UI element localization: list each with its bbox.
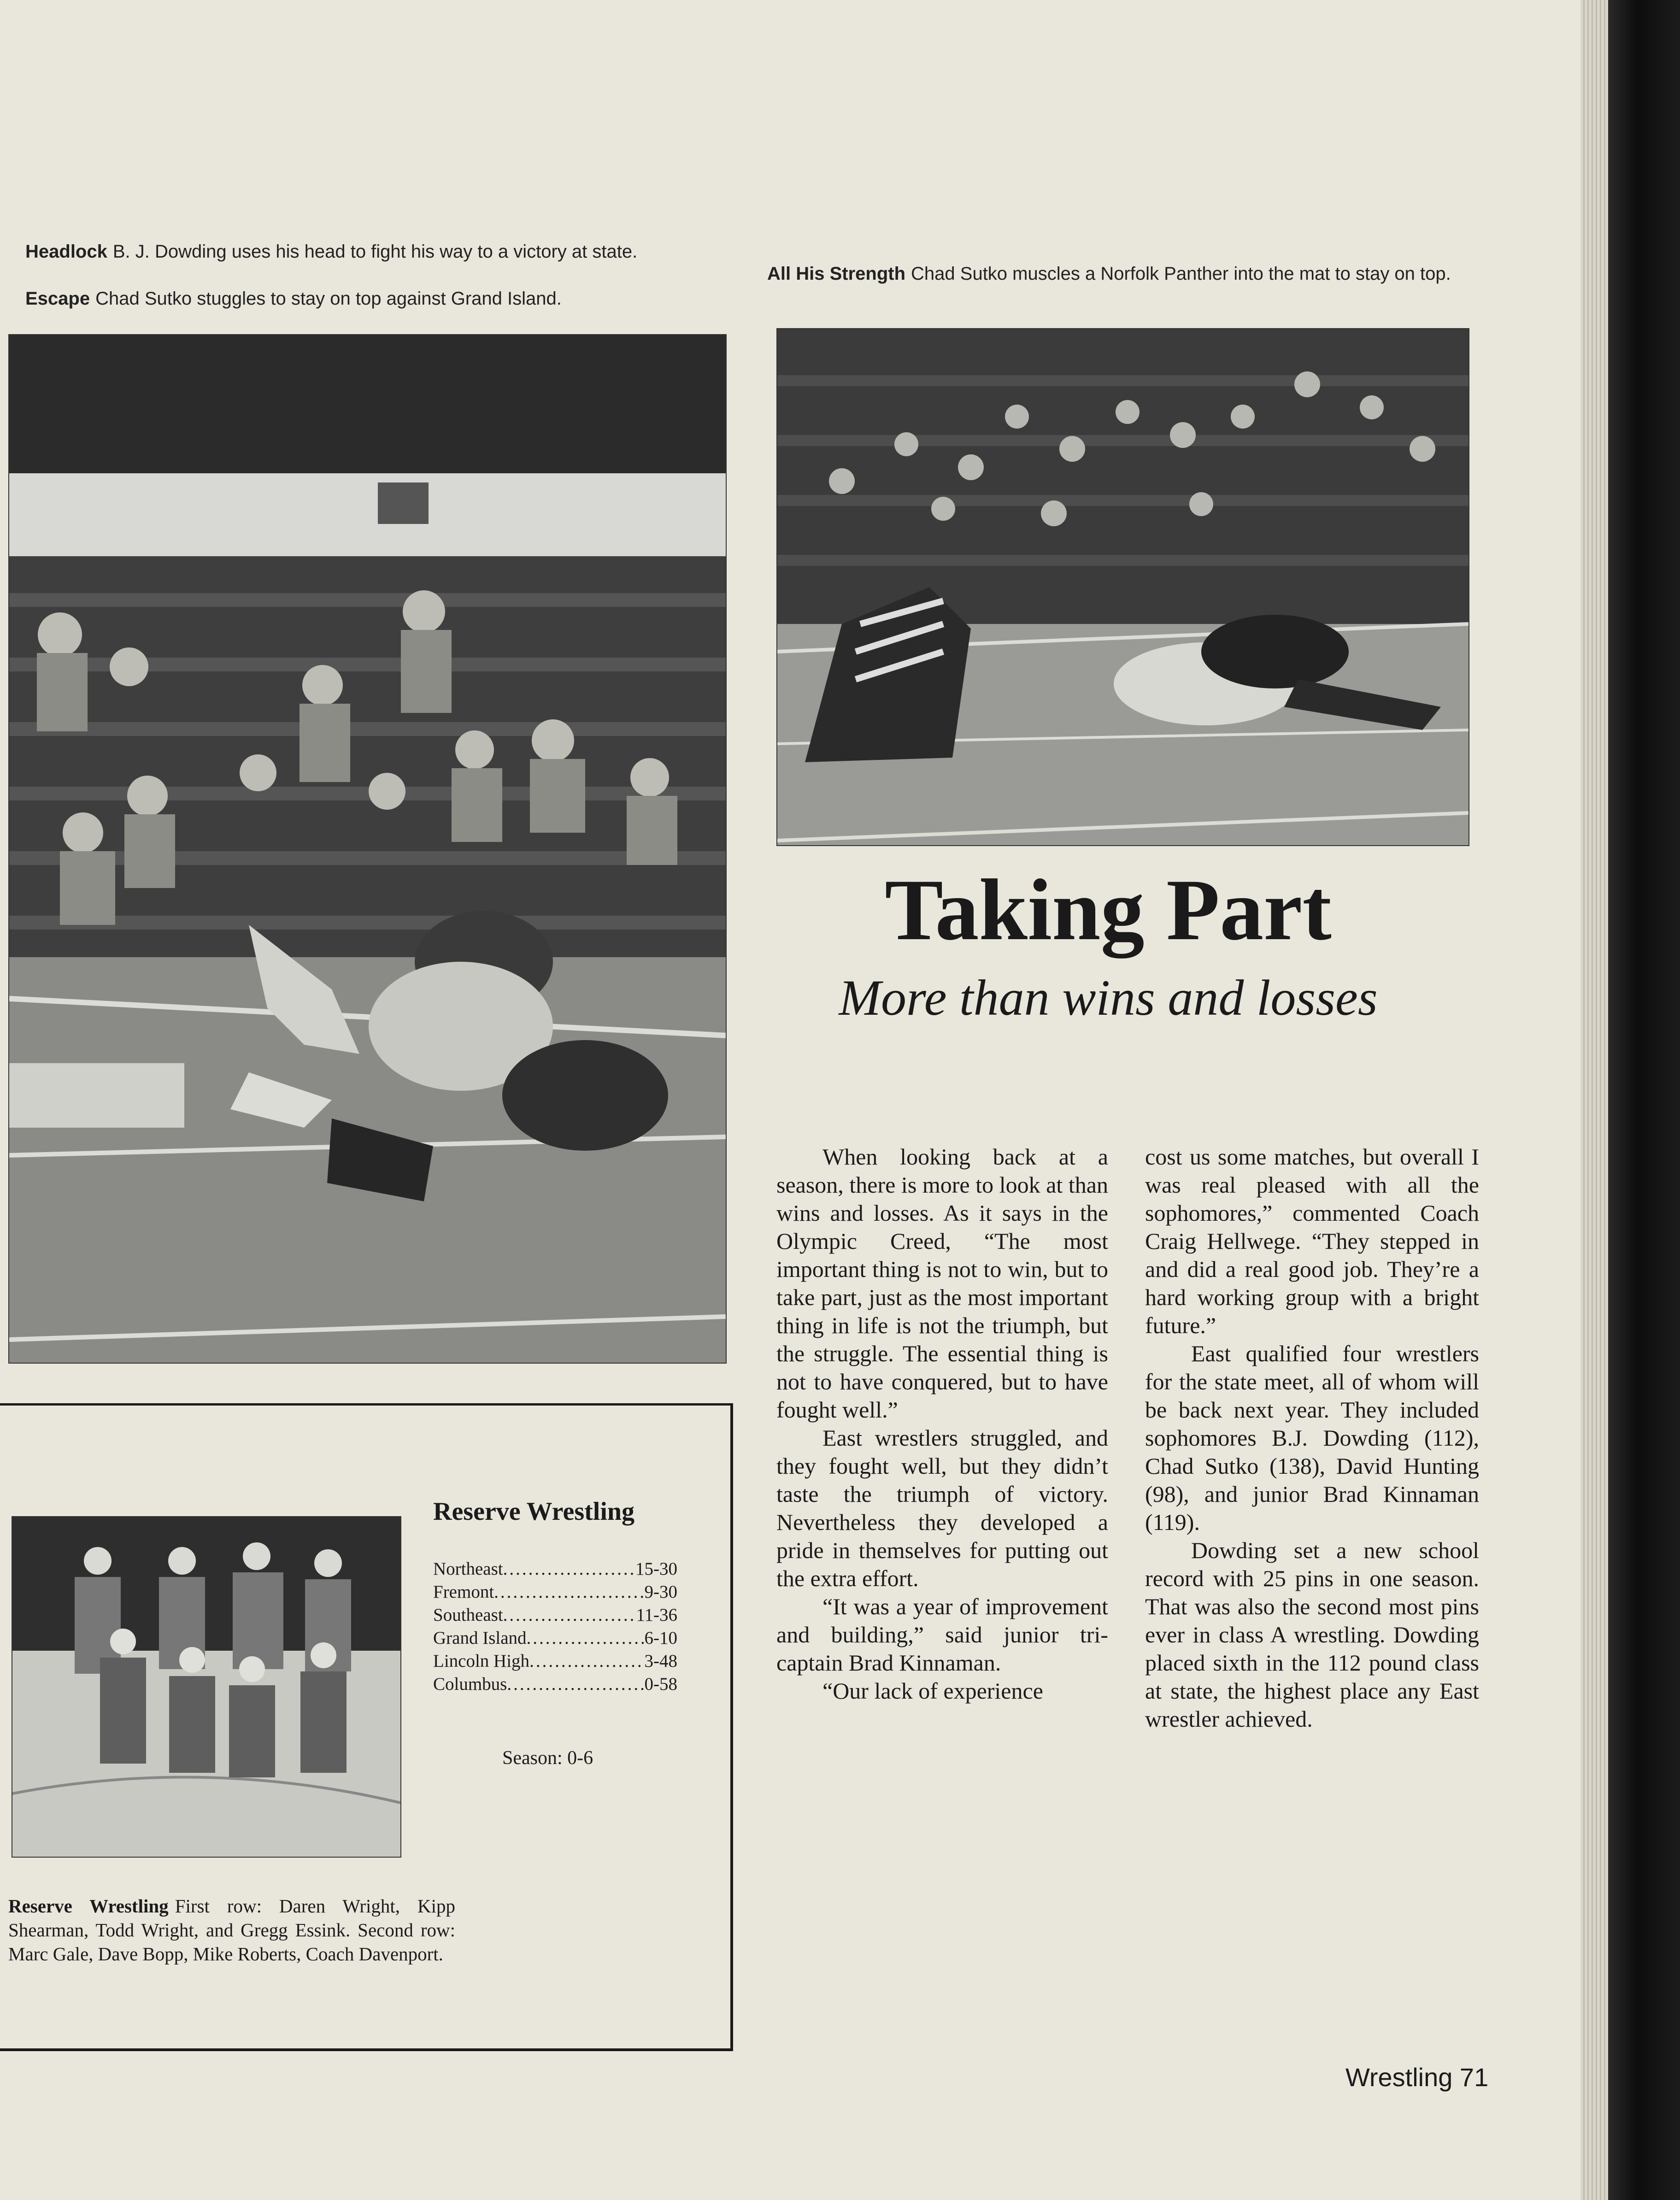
- result-score: 11-36: [636, 1605, 677, 1625]
- result-row: [433, 1581, 677, 1604]
- caption-headlock-text: B. J. Dowding uses his head to fight his way to a victory at state.: [112, 241, 638, 262]
- result-row: [433, 1650, 677, 1673]
- page-folio: Wrestling 71: [1345, 2063, 1489, 2092]
- caption-all-his-strength: [767, 262, 1481, 286]
- result-team: Southeast: [433, 1605, 503, 1625]
- leader-dots: [494, 1581, 644, 1604]
- photo-wrestling-strength: [776, 328, 1469, 846]
- article-paragraph: “Our lack of experience: [822, 1678, 1043, 1704]
- caption-reserve-text: First row: Daren Wright, Kipp Shearman, Todd Wright, and Gregg Essink. Second row: Marc Gale, Dave Bopp, Mike Roberts, Coach Davenport.: [8, 1895, 455, 1965]
- caption-headlock-label: Headlock: [25, 241, 107, 262]
- caption-strength-label: All His Strength: [767, 264, 906, 284]
- result-team: Fremont: [433, 1582, 494, 1602]
- article-subtitle: More than wins and losses: [839, 970, 1378, 1026]
- reserve-results-table: [433, 1558, 677, 1696]
- caption-escape-label: Escape: [25, 288, 90, 309]
- article-paragraph: Dowding set a new school record with 25 pins in one season. That was also the second most pins ever in class A wrestling. Dowding placed sixth in the 112 pound class at state, the highest place any East wrestler achieved.: [1145, 1537, 1479, 1732]
- article-column-1: [776, 1143, 1108, 1705]
- season-record: Season: 0-6: [502, 1747, 593, 1769]
- article-paragraph: East wrestlers struggled, and they fought well, but they didn’t taste the triumph of victory. Nevertheless they developed a pride in themselves for putting out the extra effort.: [776, 1425, 1108, 1591]
- caption-escape-text: Chad Sutko stuggles to stay on top against Grand Island.: [95, 288, 562, 309]
- result-score: 6-10: [644, 1628, 677, 1648]
- caption-escape: [25, 287, 717, 311]
- caption-reserve-team: [8, 1894, 455, 1966]
- result-row: [433, 1673, 677, 1696]
- result-team: Lincoln High: [433, 1651, 530, 1671]
- photo-wrestling-escape: [8, 334, 727, 1364]
- result-row: [433, 1558, 677, 1581]
- result-score: 15-30: [635, 1559, 677, 1579]
- leader-dots: [529, 1650, 644, 1673]
- result-team: Columbus: [433, 1674, 507, 1694]
- result-row: [433, 1604, 677, 1627]
- caption-reserve-label: Reserve Wrestling: [8, 1895, 169, 1917]
- result-team: Grand Island: [433, 1628, 527, 1648]
- page-edges: [1580, 0, 1608, 2200]
- article-paragraph: cost us some matches, but overall I was real pleased with all the sophomores,” commented Coach Craig Hellwege. “They stepped in and did a real good job. They’re a hard working group with a bright future.”: [1145, 1144, 1479, 1338]
- book-binding: [1608, 0, 1680, 2200]
- result-row: [433, 1627, 677, 1650]
- reserve-wrestling-title: Reserve Wrestling: [433, 1497, 635, 1526]
- result-score: 0-58: [644, 1674, 677, 1694]
- result-team: Northeast: [433, 1559, 503, 1579]
- article-title: Taking Part: [885, 862, 1332, 959]
- article-paragraph: When looking back at a season, there is more to look at than wins and losses. As it says in the Olympic Creed, “The most important thing is not to win, but to take part, just as the most important thing in life is not the triumph, but the struggle. The essential thing is not to have conquered, but to have fought well.”: [776, 1144, 1108, 1423]
- caption-strength-text: Chad Sutko muscles a Norfolk Panther into the mat to stay on top.: [911, 264, 1451, 284]
- article-paragraph: “It was a year of improvement and building,” said junior tri-captain Brad Kinnaman.: [776, 1594, 1108, 1676]
- leader-dots: [503, 1558, 635, 1581]
- leader-dots: [507, 1673, 644, 1696]
- leader-dots: [503, 1604, 636, 1627]
- leader-dots: [527, 1627, 645, 1650]
- article-column-2: [1145, 1143, 1479, 1733]
- result-score: 3-48: [644, 1651, 677, 1671]
- result-score: 9-30: [644, 1582, 677, 1602]
- photo-reserve-team: [12, 1516, 401, 1858]
- caption-headlock: [25, 240, 717, 264]
- article-paragraph: East qualified four wrestlers for the state meet, all of whom will be back next year. They included sophomores B.J. Dowding (112), Chad Sutko (138), David Hunting (98), and junior Brad Kinnaman (119).: [1145, 1341, 1479, 1535]
